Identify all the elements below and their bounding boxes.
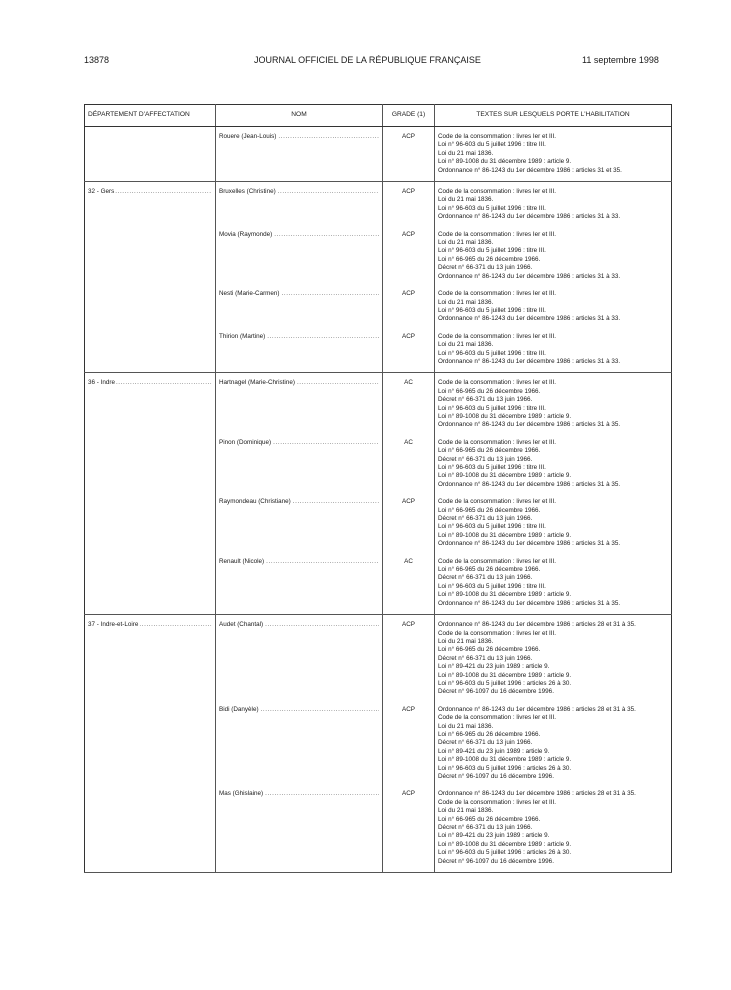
agent-name: Bruxelles (Christine) — [219, 188, 276, 196]
department-label: 37 - Indre-et-Loire — [88, 621, 139, 629]
legal-text-line: Loi n° 89-1008 du 31 décembre 1989 : article 9. — [438, 472, 572, 480]
agent-name-cell — [216, 489, 383, 548]
leader-dots — [139, 621, 212, 629]
table-row — [85, 549, 672, 615]
legal-text-line: Ordonnance n° 86-1243 du 1er décembre 1986 : articles 31 à 33. — [438, 272, 621, 280]
agent-grade: ACP — [383, 489, 435, 548]
agent-name: Bidi (Danyèle) — [219, 705, 259, 713]
legal-text-line: Loi du 21 mai 1836. — [438, 196, 494, 204]
agent-name-cell — [216, 781, 383, 872]
agent-grade: ACP — [383, 127, 435, 182]
legal-text-line: Code de la consommation : livres Ier et III. — [438, 438, 556, 446]
department-cell — [85, 373, 216, 430]
legal-text-line: Ordonnance n° 86-1243 du 1er décembre 1986 : articles 31 à 35. — [438, 540, 621, 548]
legal-text-line: Code de la consommation : livres Ier et III. — [438, 798, 556, 806]
department-cell — [85, 549, 216, 615]
habilitation-texts-cell — [435, 222, 672, 281]
habilitation-texts-cell — [435, 697, 672, 782]
agent-grade: ACP — [383, 697, 435, 782]
legal-text-line: Loi n° 89-1008 du 31 décembre 1989 : article 9. — [438, 756, 572, 764]
legal-text-line: Loi n° 96-603 du 5 juillet 1996 : articles 26 à 30. — [438, 849, 572, 857]
legal-text-line: Décret n° 96-1097 du 16 décembre 1996. — [438, 688, 554, 696]
department-cell — [85, 430, 216, 489]
leader-dots — [261, 706, 379, 714]
legal-text-line: Loi n° 96-603 du 5 juillet 1996 : titre III. — [438, 464, 546, 471]
agent-grade: AC — [383, 430, 435, 489]
legal-text-line: Décret n° 66-371 du 13 juin 1966. — [438, 739, 533, 747]
legal-text-line: Ordonnance n° 86-1243 du 1er décembre 1986 : articles 31 à 33. — [438, 213, 621, 221]
agent-name-cell — [216, 127, 383, 182]
legal-text-line: Code de la consommation : livres Ier et III. — [438, 629, 556, 637]
leader-dots — [274, 231, 379, 239]
legal-text-line: Décret n° 66-371 du 13 juin 1966. — [438, 264, 533, 272]
legal-text-line: Loi n° 89-421 du 23 juin 1989 : article 9. — [438, 747, 550, 755]
habilitation-texts-cell — [435, 373, 672, 430]
leader-dots — [282, 290, 379, 298]
legal-text-line: Décret n° 96-1097 du 16 décembre 1996. — [438, 857, 554, 865]
legal-text-line: Ordonnance n° 86-1243 du 1er décembre 1986 : articles 31 à 33. — [438, 315, 621, 323]
leader-dots — [115, 188, 212, 196]
legal-text-line: Loi du 21 mai 1836. — [438, 149, 494, 157]
legal-text-line: Loi du 21 mai 1836. — [438, 722, 494, 730]
legal-text-line: Décret n° 66-371 du 13 juin 1966. — [438, 396, 533, 404]
legal-text-line: Loi n° 66-965 du 26 décembre 1966. — [438, 255, 541, 263]
table-row — [85, 222, 672, 281]
department-label: 32 - Gers — [88, 188, 115, 196]
agent-grade: ACP — [383, 615, 435, 697]
legal-text-line: Décret n° 66-371 du 13 juin 1966. — [438, 455, 533, 463]
legal-text-line: Ordonnance n° 86-1243 du 1er décembre 1986 : articles 28 et 31 à 35. — [438, 790, 636, 798]
department-cell — [85, 781, 216, 872]
legal-text-line: Code de la consommation : livres Ier et III. — [438, 557, 556, 565]
table-row — [85, 373, 672, 430]
agent-name: Audet (Chantal) — [219, 621, 264, 629]
legal-text-line: Loi n° 89-1008 du 31 décembre 1989 : article 9. — [438, 840, 572, 848]
legal-text-line: Loi n° 66-965 du 26 décembre 1966. — [438, 815, 541, 823]
agent-name: Thirion (Martine) — [219, 332, 266, 340]
leader-dots — [267, 333, 379, 341]
leader-dots — [116, 379, 212, 387]
legal-text-line: Loi n° 89-1008 du 31 décembre 1989 : article 9. — [438, 412, 572, 420]
agent-name: Mas (Ghislaine) — [219, 790, 264, 798]
table-row — [85, 430, 672, 489]
habilitation-table — [84, 104, 672, 873]
legal-text-line: Loi n° 66-965 du 26 décembre 1966. — [438, 566, 541, 574]
agent-name: Renault (Nicole) — [219, 557, 265, 565]
department-cell — [85, 489, 216, 548]
agent-name: Hartnagel (Marie-Christine) — [219, 379, 295, 387]
legal-text-line: Loi du 21 mai 1836. — [438, 637, 494, 645]
agent-name-cell — [216, 281, 383, 324]
agent-name: Rouere (Jean-Louis) — [219, 133, 277, 140]
legal-text-line: Ordonnance n° 86-1243 du 1er décembre 1986 : articles 31 à 33. — [438, 357, 621, 365]
table-row — [85, 489, 672, 548]
table-row — [85, 182, 672, 222]
legal-text-line: Loi n° 89-1008 du 31 décembre 1989 : article 9. — [438, 531, 572, 539]
legal-text-line: Loi n° 89-1008 du 31 décembre 1989 : article 9. — [438, 671, 572, 679]
legal-text-line: Loi du 21 mai 1836. — [438, 341, 494, 349]
legal-text-line: Ordonnance n° 86-1243 du 1er décembre 1986 : articles 28 et 31 à 35. — [438, 621, 636, 629]
publication-date: 11 septembre 1998 — [582, 55, 659, 65]
habilitation-texts-cell — [435, 430, 672, 489]
legal-text-line: Loi n° 89-421 du 23 juin 1989 : article 9. — [438, 832, 550, 840]
leader-dots — [265, 621, 379, 629]
agent-grade: ACP — [383, 781, 435, 872]
legal-text-line: Code de la consommation : livres Ier et III. — [438, 714, 556, 722]
department-cell — [85, 182, 216, 222]
habilitation-texts-cell — [435, 549, 672, 615]
agent-name: Raymondeau (Christiane) — [219, 498, 291, 506]
legal-text-line: Loi n° 66-965 du 26 décembre 1966. — [438, 646, 541, 654]
legal-text-line: Ordonnance n° 86-1243 du 1er décembre 1986 : articles 31 à 35. — [438, 421, 621, 429]
habilitation-texts-cell — [435, 781, 672, 872]
habilitation-texts-cell — [435, 489, 672, 548]
legal-text-line: Décret n° 66-371 du 13 juin 1966. — [438, 824, 533, 832]
agent-grade: ACP — [383, 182, 435, 222]
legal-text-line: Loi n° 96-603 du 5 juillet 1996 : titre III. — [438, 141, 546, 149]
legal-text-line: Loi n° 96-603 du 5 juillet 1996 : titre III. — [438, 204, 546, 212]
habilitation-texts-cell — [435, 324, 672, 373]
legal-text-line: Loi n° 96-603 du 5 juillet 1996 : titre III. — [438, 306, 546, 314]
agent-name-cell — [216, 549, 383, 615]
legal-text-line: Loi n° 96-603 du 5 juillet 1996 : articles 26 à 30. — [438, 679, 572, 687]
department-cell — [85, 222, 216, 281]
department-label: 36 - Indre — [88, 379, 115, 387]
agent-grade: ACP — [383, 324, 435, 373]
department-cell — [85, 324, 216, 373]
legal-text-line: Loi n° 89-421 du 23 juin 1989 : article 9. — [438, 663, 550, 671]
leader-dots — [297, 379, 379, 387]
agent-grade: ACP — [383, 222, 435, 281]
agent-name-cell — [216, 373, 383, 430]
legal-text-line: Loi n° 96-603 du 5 juillet 1996 : titre III. — [438, 349, 546, 357]
legal-text-line: Ordonnance n° 86-1243 du 1er décembre 1986 : articles 31 à 35. — [438, 480, 621, 488]
legal-text-line: Code de la consommation : livres Ier et III. — [438, 133, 556, 140]
leader-dots — [265, 790, 379, 798]
column-header-texts: TEXTES SUR LESQUELS PORTE L'HABILITATION — [435, 105, 672, 127]
legal-text-line: Code de la consommation : livres Ier et III. — [438, 332, 556, 340]
table-header-row — [85, 105, 672, 127]
department-cell — [85, 281, 216, 324]
legal-text-line: Loi n° 66-965 du 26 décembre 1966. — [438, 447, 541, 455]
department-cell — [85, 127, 216, 182]
legal-text-line: Loi n° 96-603 du 5 juillet 1996 : titre III. — [438, 523, 546, 531]
legal-text-line: Loi n° 96-603 du 5 juillet 1996 : titre III. — [438, 247, 546, 255]
legal-text-line: Loi du 21 mai 1836. — [438, 807, 494, 815]
agent-grade: AC — [383, 373, 435, 430]
agent-name-cell — [216, 324, 383, 373]
legal-text-line: Loi n° 89-1008 du 31 décembre 1989 : article 9. — [438, 591, 572, 599]
journal-title: JOURNAL OFFICIEL DE LA RÉPUBLIQUE FRANÇAISE — [254, 55, 481, 65]
legal-text-line: Loi n° 96-603 du 5 juillet 1996 : articles 26 à 30. — [438, 764, 572, 772]
leader-dots — [278, 133, 379, 141]
habilitation-texts-cell — [435, 281, 672, 324]
table-body — [85, 127, 672, 873]
column-header-department: DÉPARTEMENT D'AFFECTATION — [85, 105, 216, 127]
column-header-name: NOM — [216, 105, 383, 127]
table-row — [85, 324, 672, 373]
leader-dots — [266, 558, 379, 566]
column-header-grade: GRADE (1) — [383, 105, 435, 127]
habilitation-texts-cell — [435, 182, 672, 222]
legal-text-line: Décret n° 66-371 du 13 juin 1966. — [438, 654, 533, 662]
agent-name: Nesti (Marie-Carmen) — [219, 290, 280, 298]
legal-text-line: Décret n° 96-1097 du 16 décembre 1996. — [438, 773, 554, 780]
legal-text-line: Loi n° 66-965 du 26 décembre 1966. — [438, 387, 541, 395]
table-row — [85, 697, 672, 782]
table-row — [85, 281, 672, 324]
agent-name: Pinon (Dominique) — [219, 438, 272, 446]
agent-grade: AC — [383, 549, 435, 615]
page-number: 13878 — [84, 55, 110, 65]
agent-name-cell — [216, 615, 383, 697]
legal-text-line: Loi n° 66-965 du 26 décembre 1966. — [438, 730, 541, 738]
agent-name-cell — [216, 222, 383, 281]
habilitation-texts-cell — [435, 127, 672, 182]
legal-text-line: Ordonnance n° 86-1243 du 1er décembre 1986 : articles 31 et 35. — [438, 166, 622, 174]
agent-name-cell — [216, 182, 383, 222]
legal-text-line: Loi n° 66-965 du 26 décembre 1966. — [438, 506, 541, 514]
agent-grade: ACP — [383, 281, 435, 324]
agent-name-cell — [216, 697, 383, 782]
table-row — [85, 781, 672, 872]
legal-text-line: Décret n° 66-371 du 13 juin 1966. — [438, 574, 533, 582]
habilitation-texts-cell — [435, 615, 672, 697]
table-row — [85, 127, 672, 182]
leader-dots — [273, 439, 379, 447]
legal-text-line: Décret n° 66-371 du 13 juin 1966. — [438, 515, 533, 523]
legal-text-line: Loi du 21 mai 1836. — [438, 298, 494, 306]
table-row — [85, 615, 672, 697]
legal-text-line: Code de la consommation : livres Ier et III. — [438, 230, 556, 238]
legal-text-line: Code de la consommation : livres Ier et III. — [438, 498, 556, 506]
department-cell — [85, 615, 216, 697]
legal-text-line: Ordonnance n° 86-1243 du 1er décembre 1986 : articles 31 à 35. — [438, 599, 621, 607]
legal-text-line: Loi n° 89-1008 du 31 décembre 1989 : article 9. — [438, 158, 572, 166]
department-cell — [85, 697, 216, 782]
legal-text-line: Code de la consommation : livres Ier et III. — [438, 379, 556, 387]
leader-dots — [278, 188, 379, 196]
agent-name-cell — [216, 430, 383, 489]
leader-dots — [293, 498, 379, 506]
legal-text-line: Loi du 21 mai 1836. — [438, 239, 494, 247]
legal-text-line: Loi n° 96-603 du 5 juillet 1996 : titre III. — [438, 582, 546, 590]
legal-text-line: Loi n° 96-603 du 5 juillet 1996 : titre III. — [438, 404, 546, 412]
legal-text-line: Code de la consommation : livres Ier et III. — [438, 188, 556, 196]
agent-name: Movia (Raymonde) — [219, 230, 273, 238]
legal-text-line: Ordonnance n° 86-1243 du 1er décembre 1986 : articles 28 et 31 à 35. — [438, 705, 636, 713]
legal-text-line: Code de la consommation : livres Ier et III. — [438, 290, 556, 298]
